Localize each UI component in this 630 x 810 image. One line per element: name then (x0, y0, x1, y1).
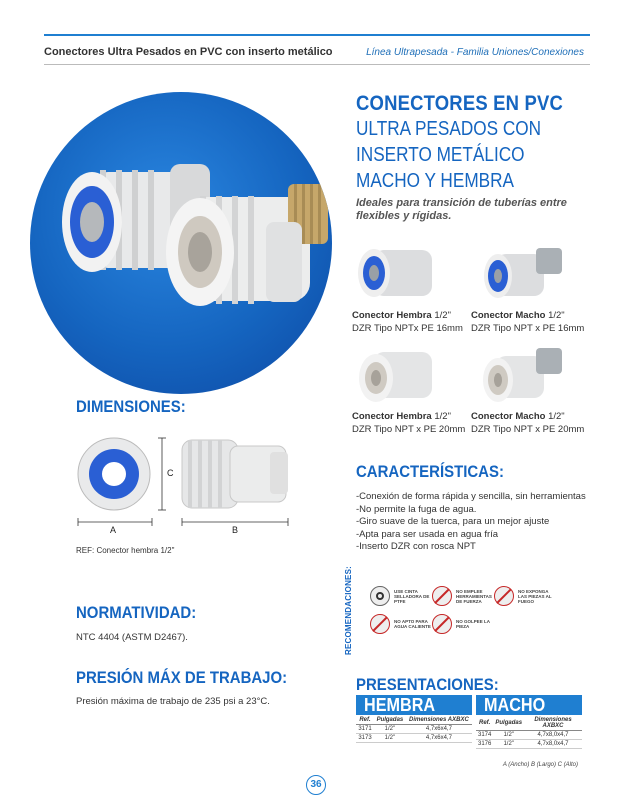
front-view (78, 438, 150, 510)
hero-male-connector (166, 184, 328, 306)
header-left-title: Conectores Ultra Pesados en PVC con inserto metálico (44, 46, 333, 58)
product-caption-1: Conector Hembra 1/2" DZR Tipo NPTx PE 16mm (352, 310, 463, 334)
title-line-4: MACHO Y HEMBRA (356, 170, 515, 192)
main-title: CONECTORES EN PVC (356, 92, 564, 115)
hero-product-image (30, 92, 332, 394)
female-connector-16mm-image (352, 240, 448, 306)
feature-item: -Inserto DZR con rosca NPT (356, 541, 476, 553)
table-header: Pulgadas (493, 716, 524, 731)
recommendation-no-hot-water: NO APTO PARA AGUA CALIENTE (370, 614, 434, 634)
dimensions-reference: REF: Conector hembra 1/2" (76, 546, 175, 555)
table-header: Ref. (476, 716, 493, 731)
table-row: 3174 1/2" 4,7x8,0x4,7 (476, 731, 582, 740)
recommendation-ptfe: USE CINTA SELLADORA DE PTFE (370, 586, 434, 606)
male-bar: MACHO (476, 695, 582, 715)
dimensions-diagram (70, 430, 300, 542)
table-header: Dimensiones AXBXC (524, 716, 582, 731)
header-divider (44, 64, 590, 65)
pressure-title: PRESIÓN MÁX DE TRABAJO: (76, 668, 288, 687)
dimension-label-a: A (110, 525, 117, 535)
side-view (182, 440, 288, 508)
features-title: CARACTERÍSTICAS: (356, 462, 504, 481)
recommendation-no-tools: NO EMPLEE HERRAMIENTAS DE FUERZA (432, 586, 496, 606)
table-header: Pulgadas (374, 716, 406, 725)
dimensions-title: DIMENSIONES: (76, 397, 186, 416)
no-fire-icon (494, 586, 514, 606)
recommendation-no-fire: NO EXPONGA LAS PIEZAS AL FUEGO (494, 586, 558, 606)
female-bar: HEMBRA (356, 695, 472, 715)
presentations-title: PRESENTACIONES: (356, 675, 499, 694)
table-row: 3173 1/2" 4,7x6x4,7 (356, 734, 472, 743)
dimension-label-b: B (232, 525, 239, 535)
ptfe-tape-icon (370, 586, 390, 606)
subtitle: Ideales para transición de tuberías entre flexibles y rígidas. (356, 197, 567, 222)
feature-item: -Apta para ser usada en agua fría (356, 528, 499, 540)
features-list (356, 491, 586, 554)
male-connector-16mm-image (472, 240, 568, 306)
page-number: 36 (306, 775, 326, 795)
dimensions-legend: A (Ancho) B (Largo) C (Alto) (502, 762, 578, 768)
recommendations-label: RECOMENDACIONES: (344, 566, 353, 655)
table-row: 3171 1/2" 4,7x6x4,7 (356, 725, 472, 734)
recommendation-no-hammer: NO GOLPEE LA PIEZA (432, 614, 496, 634)
female-table (356, 716, 472, 743)
female-connector-20mm-image (352, 342, 448, 408)
table-header: Ref. (356, 716, 374, 725)
male-table (476, 716, 582, 749)
feature-item: -No permite la fuga de agua. (356, 503, 477, 515)
table-row: 3176 1/2" 4,7x8,0x4,7 (476, 740, 582, 749)
title-line-2: ULTRA PESADOS CON (356, 118, 542, 140)
product-caption-4: Conector Macho 1/2" DZR Tipo NPT x PE 20mm (471, 411, 585, 435)
no-tools-icon (432, 586, 452, 606)
male-connector-20mm-image (472, 342, 568, 408)
feature-item: -Giro suave de la tuerca, para un mejor ajuste (356, 516, 550, 528)
standards-text: NTC 4404 (ASTM D2467). (76, 632, 188, 643)
table-header: Dimensiones AXBXC (406, 716, 472, 725)
dimension-label-c: C (167, 468, 174, 478)
feature-item: -Conexión de forma rápida y sencilla, sin herramientas (356, 491, 586, 502)
title-line-3: INSERTO METÁLICO (356, 144, 525, 166)
product-caption-3: Conector Hembra 1/2" DZR Tipo NPT x PE 20mm (352, 411, 466, 435)
product-caption-2: Conector Macho 1/2" DZR Tipo NPT x PE 16mm (471, 310, 585, 334)
top-rule (44, 34, 590, 36)
standards-title: NORMATIVIDAD: (76, 603, 197, 622)
no-hammer-icon (432, 614, 452, 634)
pressure-text: Presión máxima de trabajo de 235 psi a 23°C. (76, 696, 270, 707)
no-hot-water-icon (370, 614, 390, 634)
header-right-title: Línea Ultrapesada - Familia Uniones/Conexiones (366, 47, 584, 58)
